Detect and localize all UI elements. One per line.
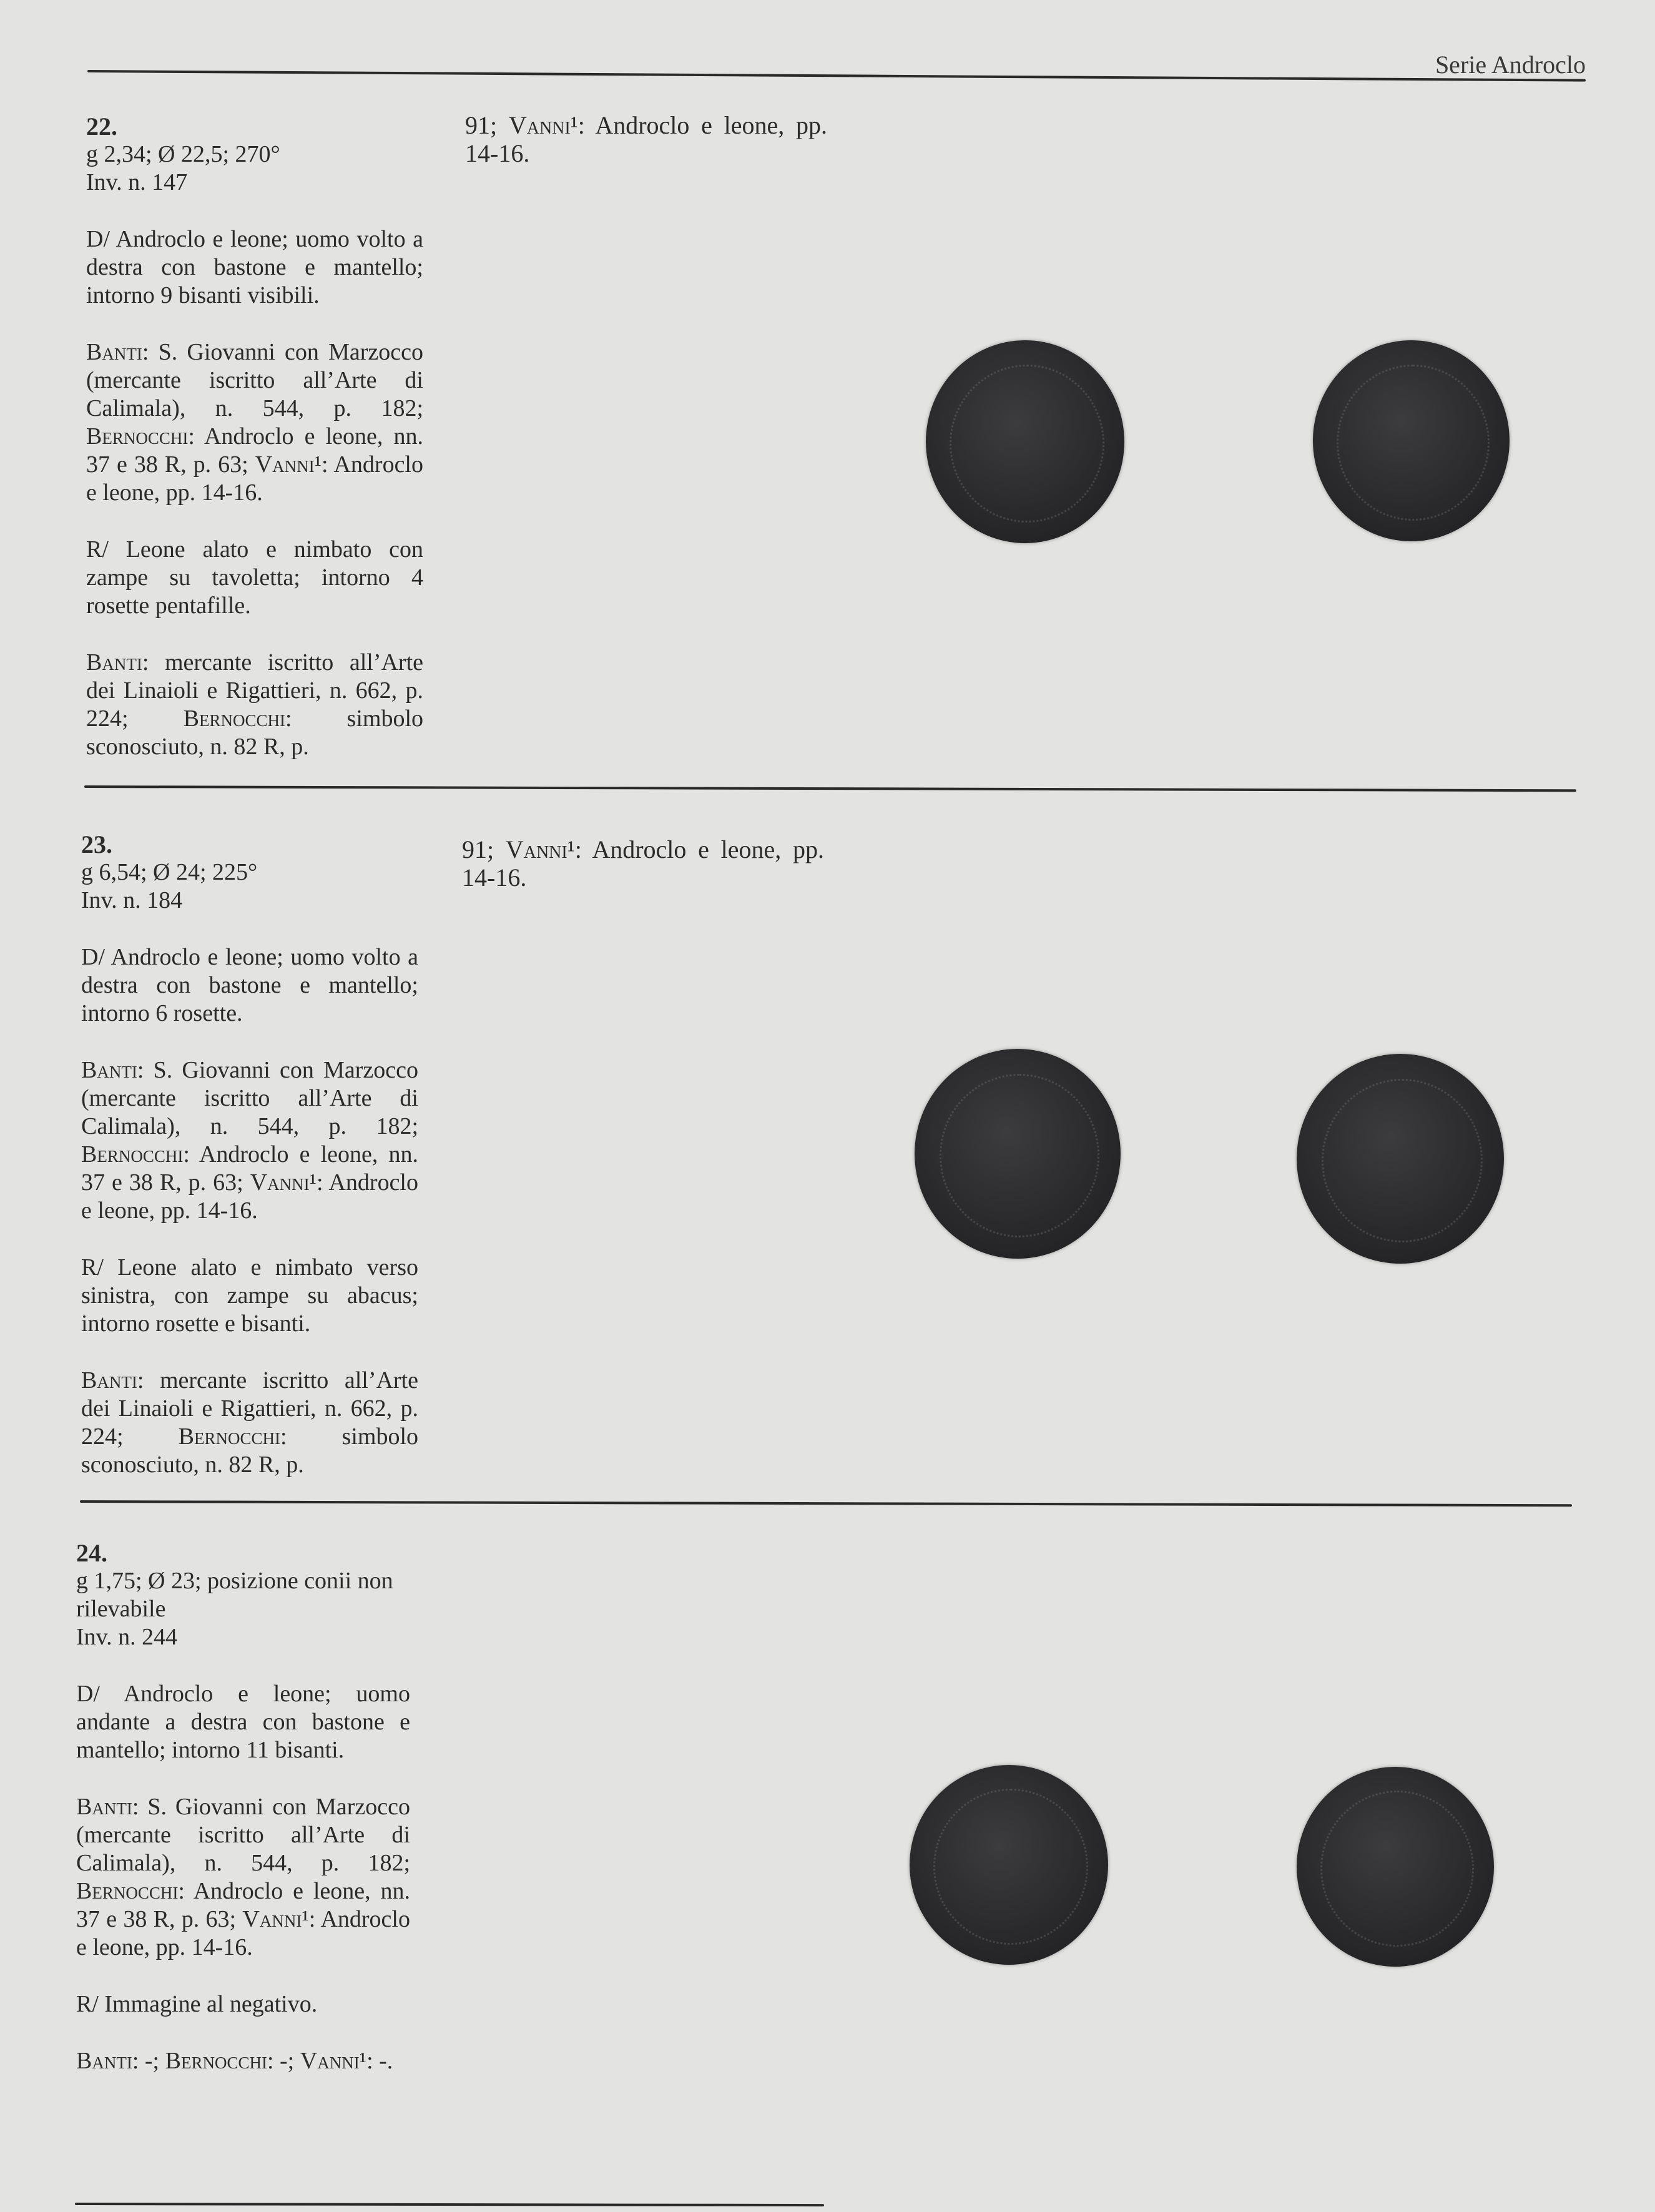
- coin-obverse-image: [926, 340, 1124, 543]
- obverse-description: D/ Androclo e leone; uomo volto a destra con bastone e mantello; intorno 6 rosette.: [81, 944, 418, 1026]
- reverse-prefix: R/: [86, 536, 109, 563]
- coin-obverse-image: [910, 1765, 1108, 1965]
- entry-header: [76, 1539, 410, 1651]
- reverse-description: R/ Immagine al negativo.: [76, 1991, 318, 2017]
- coin-reverse-image: [1297, 1054, 1504, 1264]
- coin-reverse-image: [1297, 1767, 1494, 1967]
- reverse-description: R/ Leone alato e nimbato con zampe su tavoletta; intorno 4 rosette pentafille.: [86, 536, 423, 619]
- entry-header: [86, 112, 423, 197]
- reverse-description: R/ Leone alato e nimbato verso sinistra, con zampe su abacus; intorno rosette e bisanti.: [81, 1254, 418, 1337]
- coin-reverse-image: [1313, 340, 1510, 541]
- obverse-description: D/ Androclo e leone; uomo andante a destra con bastone e mantello; intorno 11 bisanti.: [76, 1681, 410, 1763]
- entry-inventory: Inv. n. 244: [76, 1624, 178, 1650]
- entry-number: 22.: [86, 112, 117, 140]
- entry-number: 24.: [76, 1539, 107, 1567]
- coin-obverse-image: [915, 1049, 1121, 1259]
- footer-rule: [75, 2203, 824, 2206]
- entry-weight-diameter: g 2,34; Ø 22,5; 270°: [86, 141, 280, 167]
- obverse-description: D/ Androclo e leone; uomo volto a destra con bastone e mantello; intorno 9 bisanti visibili.: [86, 226, 423, 308]
- obverse-prefix: D/: [86, 226, 110, 252]
- reverse-references: Banti: mercante iscritto all’Arte dei Linaioli e Rigattieri, n. 662, p. 224; Bernocchi: simbolo sconosciuto, n. 82 R, p.: [86, 649, 423, 760]
- obverse-references: Banti: S. Giovanni con Marzocco (mercante iscritto all’Arte di Calimala), n. 544, p. 182; Bernocchi: Androclo e leone, nn. 37 e 38 R, p. 63; Vanni¹: Androclo e leone, pp. 14-16.: [81, 1057, 418, 1224]
- entry-header: [81, 830, 418, 915]
- entry-text-column: [86, 112, 423, 790]
- entry-inventory: Inv. n. 147: [86, 169, 188, 195]
- obverse-references: Banti: S. Giovanni con Marzocco (mercante iscritto all’Arte di Calimala), n. 544, p. 182; Bernocchi: Androclo e leone, nn. 37 e 38 R, p. 63; Vanni¹: Androclo e leone, pp. 14-16.: [86, 339, 423, 506]
- reference-continuation: 91; Vanni¹: Androclo e leone, pp. 14-16.: [462, 835, 824, 892]
- entry-number: 23.: [81, 830, 112, 858]
- entry-text-column: [76, 1539, 410, 2104]
- entry-weight-diameter: g 6,54; Ø 24; 225°: [81, 859, 258, 885]
- entry-inventory: Inv. n. 184: [81, 887, 183, 913]
- obverse-references: Banti: S. Giovanni con Marzocco (mercante iscritto all’Arte di Calimala), n. 544, p. 182; Bernocchi: Androclo e leone, nn. 37 e 38 R, p. 63; Vanni¹: Androclo e leone, pp. 14-16.: [76, 1794, 410, 1960]
- entry-weight-diameter: g 1,75; Ø 23; posizione conii non rilevabile: [76, 1568, 393, 1622]
- reference-continuation: 91; Vanni¹: Androclo e leone, pp. 14-16.: [465, 111, 827, 167]
- entry-text-column: [81, 830, 418, 1508]
- reverse-references: Banti: mercante iscritto all’Arte dei Linaioli e Rigattieri, n. 662, p. 224; Bernocchi: simbolo sconosciuto, n. 82 R, p.: [81, 1367, 418, 1478]
- page-header-title: Serie Androclo: [1435, 51, 1586, 79]
- reverse-references: Banti: -; Bernocchi: -; Vanni¹: -.: [76, 2048, 393, 2074]
